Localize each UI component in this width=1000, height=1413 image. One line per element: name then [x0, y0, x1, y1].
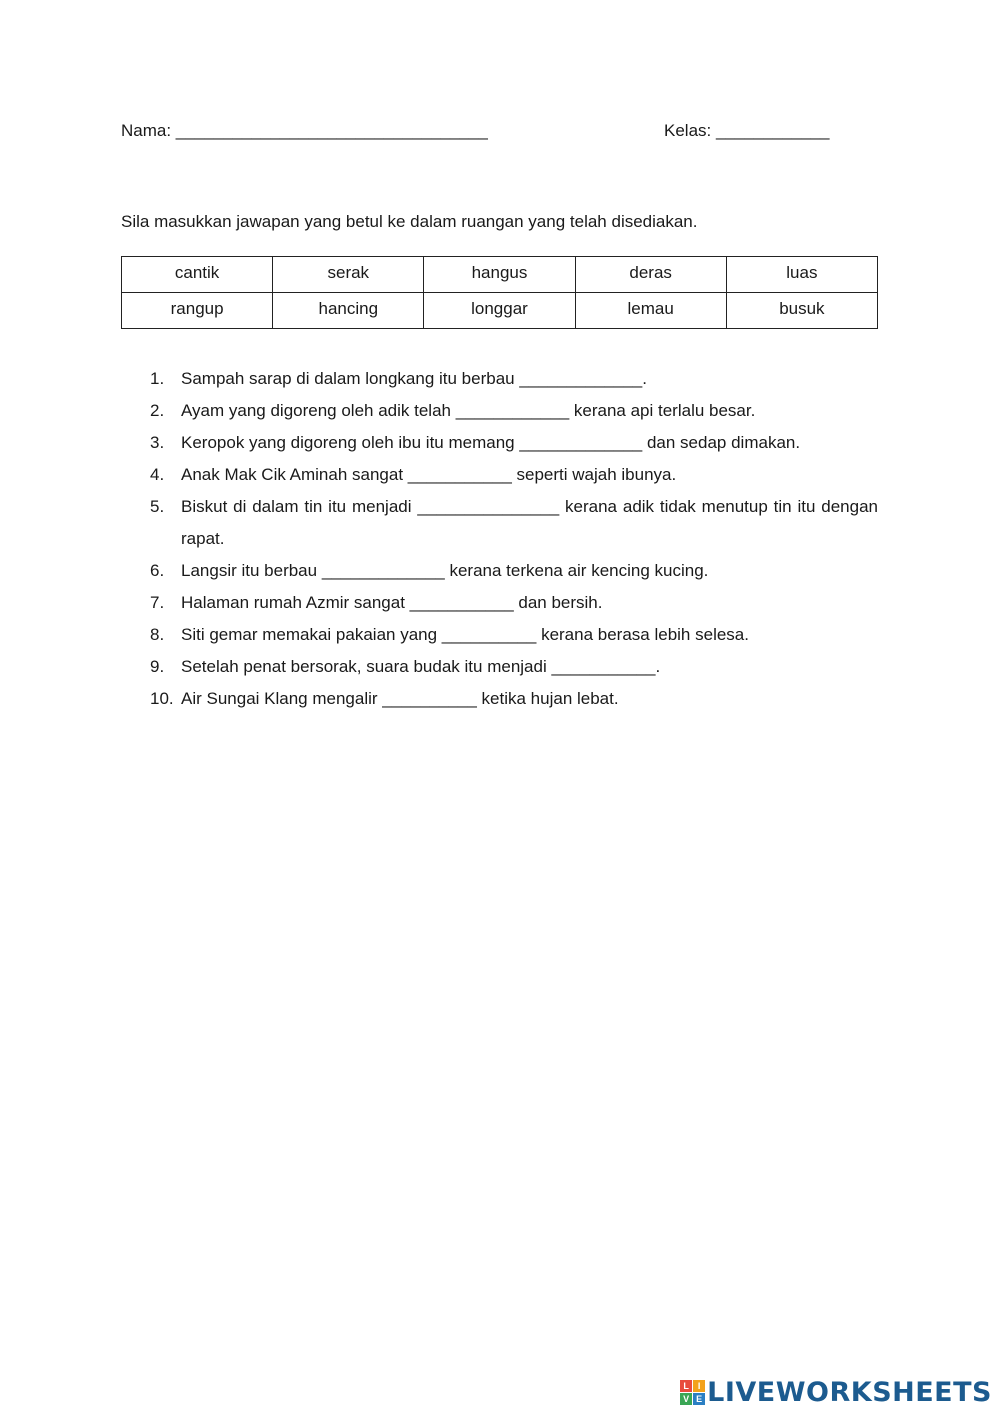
question-list: [150, 363, 878, 715]
question-number: 8.: [150, 625, 165, 644]
question-text: Setelah penat bersorak, suara budak itu menjadi ___________.: [181, 657, 661, 676]
word-bank-cell: serak: [273, 257, 424, 293]
question-text: Halaman rumah Azmir sangat ___________ dan bersih.: [181, 593, 603, 612]
word-bank-cell: rangup: [122, 293, 273, 329]
word-bank-cell: luas: [726, 257, 877, 293]
word-bank-cell: busuk: [726, 293, 877, 329]
question-number: 7.: [150, 593, 165, 612]
question-item: [150, 683, 878, 715]
question-number: 2.: [150, 401, 165, 420]
word-bank-cell: longgar: [424, 293, 575, 329]
question-text: Ayam yang digoreng oleh adik telah ____________ kerana api terlalu besar.: [181, 401, 756, 420]
question-number: 3.: [150, 433, 165, 452]
question-item: [150, 619, 878, 651]
question-item: [150, 491, 878, 555]
logo-blocks-icon: [680, 1380, 705, 1405]
word-bank-row: [122, 257, 878, 293]
word-bank-table: [121, 256, 878, 329]
question-text: Biskut di dalam tin itu menjadi _______________ kerana adik tidak menutup tin itu dengan rapat.: [181, 497, 878, 548]
question-item: [150, 459, 878, 491]
logo-text: LIVEWORKSHEETS: [707, 1377, 992, 1408]
question-item: [150, 651, 878, 683]
question-text: Langsir itu berbau _____________ kerana terkena air kencing kucing.: [181, 561, 709, 580]
liveworksheets-logo[interactable]: [680, 1377, 992, 1408]
question-item: [150, 427, 878, 459]
question-number: 4.: [150, 465, 165, 484]
word-bank-row: [122, 293, 878, 329]
question-text: Sampah sarap di dalam longkang itu berbau _____________.: [181, 369, 647, 388]
question-item: [150, 395, 878, 427]
instruction-text: Sila masukkan jawapan yang betul ke dalam ruangan yang telah disediakan.: [121, 212, 698, 231]
question-number: 1.: [150, 369, 165, 388]
name-field-label: Nama: _________________________________: [121, 121, 488, 140]
question-text: Air Sungai Klang mengalir __________ ketika hujan lebat.: [181, 689, 619, 708]
question-number: 10.: [150, 689, 174, 708]
word-bank-cell: lemau: [575, 293, 726, 329]
logo-block: V: [680, 1393, 692, 1405]
word-bank-cell: deras: [575, 257, 726, 293]
logo-block: E: [693, 1393, 705, 1405]
word-bank-cell: cantik: [122, 257, 273, 293]
question-item: [150, 587, 878, 619]
question-text: Keropok yang digoreng oleh ibu itu memang _____________ dan sedap dimakan.: [181, 433, 801, 452]
question-text: Anak Mak Cik Aminah sangat ___________ seperti wajah ibunya.: [181, 465, 677, 484]
word-bank-cell: hangus: [424, 257, 575, 293]
word-bank-cell: hancing: [273, 293, 424, 329]
question-text: Siti gemar memakai pakaian yang __________ kerana berasa lebih selesa.: [181, 625, 749, 644]
question-item: [150, 363, 878, 395]
class-field-label: Kelas: ____________: [664, 121, 830, 140]
question-number: 9.: [150, 657, 165, 676]
logo-block: I: [693, 1380, 705, 1392]
logo-block: L: [680, 1380, 692, 1392]
question-number: 5.: [150, 497, 165, 516]
question-item: [150, 555, 878, 587]
question-number: 6.: [150, 561, 165, 580]
